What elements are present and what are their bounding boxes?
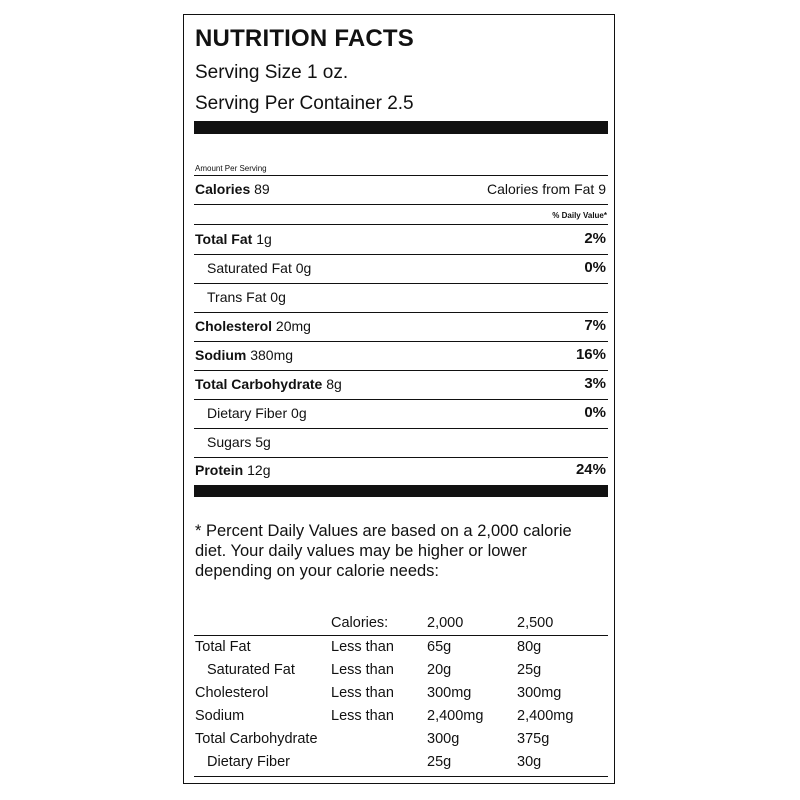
reference-value-2500: 2,400mg <box>517 708 574 724</box>
divider <box>194 312 608 313</box>
reference-limit: Less than <box>331 662 394 678</box>
nutrient-amount: 8g <box>326 376 342 392</box>
reference-value-2500: 375g <box>517 731 550 747</box>
nutrient-amount: 5g <box>255 434 271 450</box>
calories-from-fat: Calories from Fat 9 <box>486 181 606 197</box>
nutrient-pct: 2% <box>584 230 606 247</box>
nutrient-pct: 0% <box>584 259 606 276</box>
reference-limit: Less than <box>331 685 394 701</box>
divider <box>194 254 608 255</box>
divider <box>194 457 608 458</box>
reference-value-2000: 25g <box>427 754 452 770</box>
reference-value-2500: 30g <box>517 754 542 770</box>
reference-value-2000: 300mg <box>427 685 472 701</box>
nutrient-pct: 24% <box>575 461 606 478</box>
reference-row <box>194 706 608 729</box>
nutrient-amount: 0g <box>270 289 286 305</box>
nutrient-name: Protein <box>195 462 244 478</box>
calories-value: 89 <box>254 181 270 197</box>
nutrient-pct: 3% <box>584 375 606 392</box>
divider <box>194 428 608 429</box>
nutrient-row-trans-fat <box>194 286 608 308</box>
nutrient-row-saturated-fat <box>194 257 608 279</box>
reference-row <box>194 660 608 683</box>
nutrient-name: Trans Fat <box>207 289 267 305</box>
calories-2000-header: 2,000 <box>427 615 464 631</box>
reference-value-2000: 65g <box>427 639 452 655</box>
divider <box>194 370 608 371</box>
nutrient-row-sugars <box>194 431 608 453</box>
reference-value-2000: 2,400mg <box>427 708 484 724</box>
nutrient-amount: 0g <box>291 405 307 421</box>
nutrient-amount: 1g <box>256 231 272 247</box>
nutrient-row-dietary-fiber <box>194 402 608 424</box>
servings-per-container: Serving Per Container 2.5 <box>195 93 414 114</box>
nutrient-pct: 0% <box>584 404 606 421</box>
nutrient-amount: 380mg <box>250 347 294 363</box>
reference-limit: Less than <box>331 708 394 724</box>
thick-divider-top <box>194 121 608 134</box>
calories-2500-header: 2,500 <box>517 615 554 631</box>
reference-row <box>194 683 608 706</box>
nutrient-name: Cholesterol <box>195 318 273 334</box>
nutrient-name: Total Carbohydrate <box>195 376 323 392</box>
thick-divider-bottom <box>194 485 608 497</box>
nutrient-name: Dietary Fiber <box>207 405 288 421</box>
nutrient-amount: 12g <box>247 462 271 478</box>
reference-nutrient: Total Carbohydrate <box>195 731 318 747</box>
nutrient-name: Saturated Fat <box>207 260 292 276</box>
nutrition-facts-label <box>183 14 615 784</box>
daily-value-header: % Daily Value* <box>552 211 607 220</box>
reference-row <box>194 729 608 752</box>
nutrient-pct: 7% <box>584 317 606 334</box>
calories-label: Calories <box>195 181 251 197</box>
reference-nutrient: Sodium <box>195 708 245 724</box>
reference-value-2500: 80g <box>517 639 542 655</box>
daily-values-footnote: * Percent Daily Values are based on a 2,000 calorie diet. Your daily values may be higher or lower depending on your calorie needs: <box>195 522 572 580</box>
calories-header-label: Calories: <box>331 615 389 631</box>
reference-nutrient: Cholesterol <box>195 685 269 701</box>
nutrient-name: Sugars <box>207 434 252 450</box>
divider <box>194 224 608 225</box>
nutrient-row-sodium <box>194 344 608 366</box>
serving-size: Serving Size 1 oz. <box>195 62 349 83</box>
nutrient-name: Total Fat <box>195 231 253 247</box>
divider <box>194 635 608 636</box>
divider <box>194 776 608 777</box>
amount-per-serving: Amount Per Serving <box>195 164 267 173</box>
nutrient-pct: 16% <box>575 346 606 363</box>
reference-value-2500: 25g <box>517 662 542 678</box>
reference-row <box>194 752 608 775</box>
nutrient-row-protein <box>194 459 608 481</box>
reference-value-2000: 300g <box>427 731 460 747</box>
reference-value-2500: 300mg <box>517 685 562 701</box>
nutrient-row-total-fat <box>194 228 608 250</box>
reference-nutrient: Dietary Fiber <box>207 754 290 770</box>
reference-limit: Less than <box>331 639 394 655</box>
nutrient-row-cholesterol <box>194 315 608 337</box>
nutrient-name: Sodium <box>195 347 247 363</box>
divider <box>194 283 608 284</box>
reference-table-header <box>194 613 608 636</box>
divider <box>194 341 608 342</box>
reference-row <box>194 637 608 660</box>
nutrient-row-total-carbohydrate <box>194 373 608 395</box>
calories-row <box>194 178 608 200</box>
label-title: NUTRITION FACTS <box>195 25 414 52</box>
divider <box>194 204 608 205</box>
nutrient-amount: 20mg <box>275 318 311 334</box>
reference-nutrient: Saturated Fat <box>207 662 295 678</box>
reference-nutrient: Total Fat <box>195 639 251 655</box>
divider <box>194 399 608 400</box>
divider <box>194 175 608 176</box>
nutrient-amount: 0g <box>295 260 312 276</box>
reference-value-2000: 20g <box>427 662 452 678</box>
